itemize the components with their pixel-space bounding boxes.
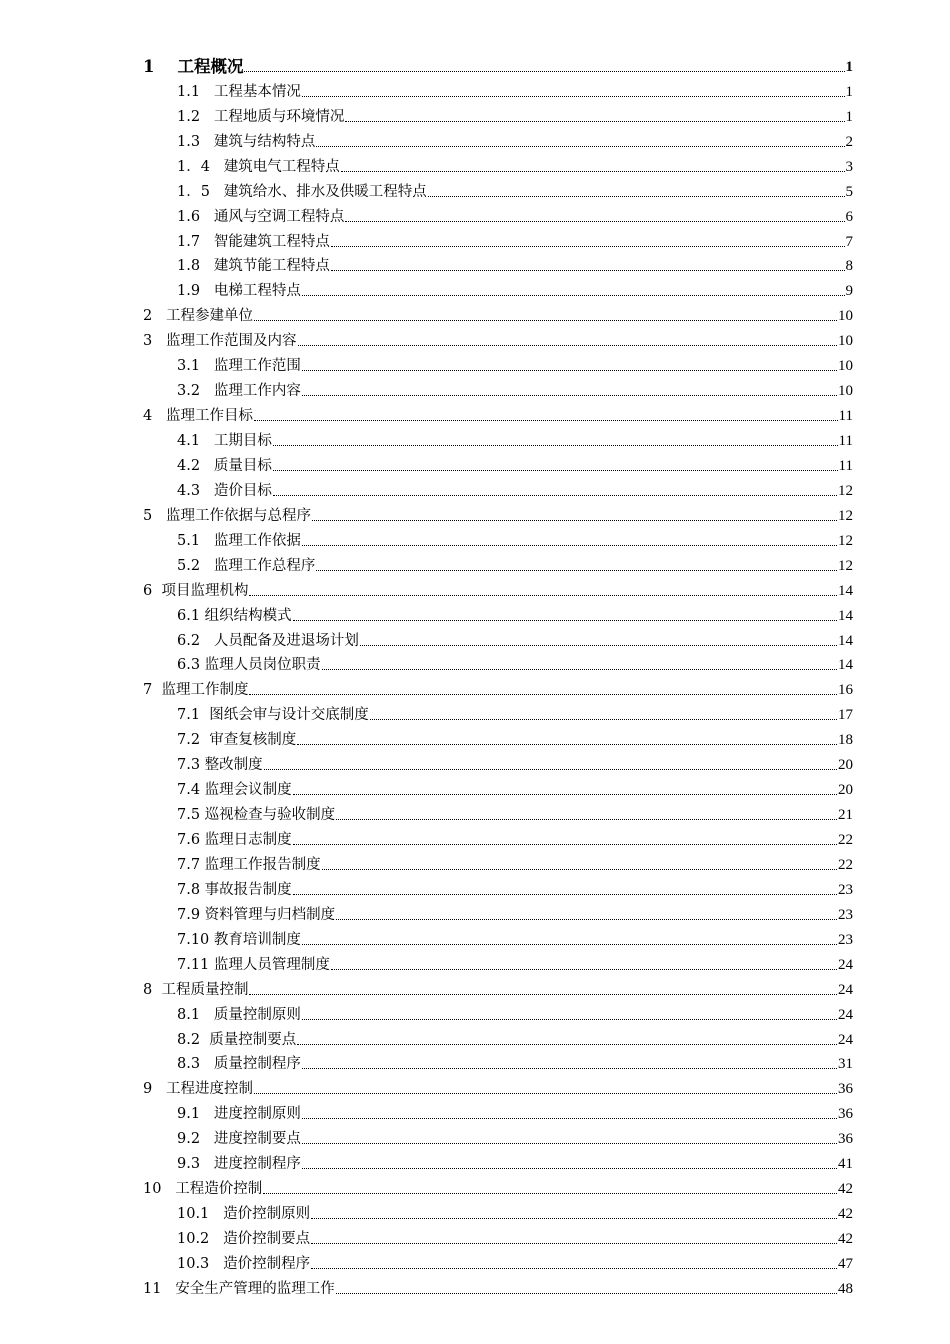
toc-entry-page-number: 47 xyxy=(838,1255,853,1272)
toc-entry-title: 7.1 图纸会审与设计交底制度 xyxy=(177,707,369,724)
toc-entry[interactable] xyxy=(143,400,853,425)
dot-leader xyxy=(336,819,837,820)
toc-entry[interactable] xyxy=(143,974,853,999)
toc-entry-page-number: 23 xyxy=(838,881,853,898)
dot-leader xyxy=(345,221,844,222)
dot-leader xyxy=(316,570,837,571)
toc-entry-page-number: 17 xyxy=(838,707,853,724)
toc-entry-title: 1．4 建筑电气工程特点 xyxy=(177,158,340,175)
toc-entry[interactable] xyxy=(143,924,853,949)
toc-entry-page-number: 10 xyxy=(838,333,853,350)
toc-entry-page-number: 41 xyxy=(838,1156,853,1173)
toc-entry-page-number: 22 xyxy=(838,832,853,848)
toc-entry-page-number: 20 xyxy=(838,757,853,774)
toc-entry-title: 9.2 进度控制要点 xyxy=(177,1131,301,1148)
toc-entry[interactable] xyxy=(143,1173,853,1198)
toc-entry-page-number: 16 xyxy=(838,682,853,699)
dot-leader xyxy=(249,694,837,695)
toc-entry[interactable] xyxy=(143,1024,853,1049)
dot-leader xyxy=(244,71,844,72)
dot-leader xyxy=(316,146,844,147)
toc-entry[interactable] xyxy=(143,849,853,874)
toc-entry-title: 11 安全生产管理的监理工作 xyxy=(143,1280,335,1297)
toc-entry-title: 3.1 监理工作范围 xyxy=(177,358,301,375)
toc-entry-page-number: 36 xyxy=(838,1081,853,1098)
toc-entry-title: 7.6 监理日志制度 xyxy=(177,832,292,848)
toc-entry[interactable] xyxy=(143,874,853,899)
dot-leader xyxy=(311,1268,837,1269)
toc-entry-title: 5.1 监理工作依据 xyxy=(177,532,301,549)
dot-leader xyxy=(322,869,837,870)
toc-entry[interactable] xyxy=(143,1123,853,1148)
toc-entry[interactable] xyxy=(143,450,853,475)
toc-entry-title: 1.3 建筑与结构特点 xyxy=(177,133,316,150)
toc-entry-title: 7.4 监理会议制度 xyxy=(177,782,292,799)
toc-entry-title: 7.9 资料管理与归档制度 xyxy=(177,906,336,923)
toc-entry[interactable] xyxy=(143,699,853,724)
toc-entry[interactable] xyxy=(143,201,853,226)
toc-entry[interactable] xyxy=(143,500,853,525)
toc-entry-title: 4 监理工作目标 xyxy=(143,408,254,425)
toc-entry-page-number: 42 xyxy=(838,1206,853,1223)
dot-leader xyxy=(293,894,837,895)
dot-leader xyxy=(302,96,845,97)
toc-entry-page-number: 7 xyxy=(845,233,853,250)
toc-entry[interactable] xyxy=(143,824,853,849)
toc-entry-page-number: 42 xyxy=(838,1181,853,1198)
toc-entry-page-number: 12 xyxy=(838,532,853,549)
dot-leader xyxy=(254,320,837,321)
toc-entry-page-number: 3 xyxy=(845,158,853,175)
dot-leader xyxy=(302,395,837,396)
toc-entry[interactable] xyxy=(143,101,853,126)
toc-entry-title: 2 工程参建单位 xyxy=(143,308,254,325)
toc-entry[interactable] xyxy=(143,1273,853,1298)
toc-entry-page-number: 42 xyxy=(838,1231,853,1247)
toc-entry-page-number: 24 xyxy=(838,1031,853,1048)
toc-entry[interactable] xyxy=(143,1098,853,1123)
dot-leader xyxy=(302,1143,837,1144)
toc-entry-title: 1．5 建筑给水、排水及供暖工程特点 xyxy=(177,183,427,200)
toc-entry-page-number: 24 xyxy=(838,1006,853,1023)
toc-entry-page-number: 11 xyxy=(838,457,853,474)
toc-entry[interactable] xyxy=(143,151,853,176)
toc-entry[interactable] xyxy=(143,575,853,600)
toc-entry-title: 6.3 监理人员岗位职责 xyxy=(177,657,321,674)
toc-entry-page-number: 1 xyxy=(845,108,853,125)
toc-entry-title: 7.3 整改制度 xyxy=(177,757,263,774)
toc-entry-title: 1 工程概况 xyxy=(143,56,244,76)
toc-entry-title: 8.1 质量控制原则 xyxy=(177,1006,301,1023)
toc-entry-title: 8.2 质量控制要点 xyxy=(177,1031,297,1048)
toc-entry[interactable] xyxy=(143,251,853,276)
dot-leader xyxy=(302,1019,837,1020)
toc-entry-page-number: 31 xyxy=(838,1056,853,1073)
dot-leader xyxy=(302,545,837,546)
toc-entry-title: 1.9 电梯工程特点 xyxy=(177,283,301,300)
toc-entry-title: 1.7 智能建筑工程特点 xyxy=(177,233,330,250)
toc-entry[interactable] xyxy=(143,126,853,151)
toc-entry[interactable] xyxy=(143,51,853,76)
toc-entry-page-number: 10 xyxy=(838,383,853,400)
toc-entry-page-number: 14 xyxy=(838,632,853,649)
toc-entry[interactable] xyxy=(143,674,853,699)
dot-leader xyxy=(293,844,837,845)
toc-entry-page-number: 6 xyxy=(845,208,853,225)
toc-entry-page-number: 10 xyxy=(838,308,853,325)
toc-entry[interactable] xyxy=(143,724,853,749)
dot-leader xyxy=(298,345,837,346)
dot-leader xyxy=(331,969,837,970)
dot-leader xyxy=(331,246,845,247)
toc-entry-title: 4.1 工期目标 xyxy=(177,433,272,449)
toc-entry-page-number: 12 xyxy=(838,507,853,524)
dot-leader xyxy=(336,1293,837,1294)
toc-entry[interactable] xyxy=(143,76,853,101)
toc-entry-title: 6.1 组织结构模式 xyxy=(177,607,292,624)
dot-leader xyxy=(249,595,837,596)
toc-entry-title: 7.8 事故报告制度 xyxy=(177,881,292,898)
toc-entry-title: 1.6 通风与空调工程特点 xyxy=(177,208,345,225)
toc-entry-title: 10.2 造价控制要点 xyxy=(177,1231,311,1247)
toc-entry-page-number: 36 xyxy=(838,1131,853,1148)
toc-entry-page-number: 48 xyxy=(838,1280,853,1297)
toc-entry-title: 7.11 监理人员管理制度 xyxy=(177,956,330,973)
toc-entry-page-number: 20 xyxy=(838,782,853,799)
toc-entry-title: 8.3 质量控制程序 xyxy=(177,1056,301,1073)
toc-entry-title: 7.2 审查复核制度 xyxy=(177,732,297,749)
dot-leader xyxy=(312,520,837,521)
toc-entry[interactable] xyxy=(143,774,853,799)
toc-entry[interactable] xyxy=(143,1223,853,1248)
toc-entry-page-number: 18 xyxy=(838,732,853,749)
table-of-contents xyxy=(143,51,853,1298)
toc-entry-page-number: 12 xyxy=(838,482,853,499)
toc-entry[interactable] xyxy=(143,999,853,1024)
toc-entry-page-number: 8 xyxy=(845,258,853,275)
toc-entry-page-number: 23 xyxy=(838,931,853,948)
toc-entry-title: 7.7 监理工作报告制度 xyxy=(177,856,321,873)
dot-leader xyxy=(293,620,837,621)
dot-leader xyxy=(302,1118,837,1119)
toc-entry[interactable] xyxy=(143,1073,853,1098)
toc-entry-page-number: 2 xyxy=(845,133,853,150)
toc-entry[interactable] xyxy=(143,600,853,625)
dot-leader xyxy=(360,645,837,646)
toc-entry-title: 10.1 造价控制原则 xyxy=(177,1206,311,1223)
toc-entry[interactable] xyxy=(143,550,853,575)
toc-entry[interactable] xyxy=(143,949,853,974)
dot-leader xyxy=(331,270,845,271)
toc-entry[interactable] xyxy=(143,1049,853,1074)
toc-entry-page-number: 23 xyxy=(838,906,853,923)
toc-entry-page-number: 11 xyxy=(838,433,853,449)
dot-leader xyxy=(311,1243,837,1244)
toc-entry-title: 5 监理工作依据与总程序 xyxy=(143,507,312,524)
toc-entry-page-number: 10 xyxy=(838,358,853,375)
toc-entry[interactable] xyxy=(143,525,853,550)
toc-entry-page-number: 5 xyxy=(845,183,853,200)
dot-leader xyxy=(273,495,837,496)
toc-entry-page-number: 11 xyxy=(838,408,853,425)
toc-entry-title: 10.3 造价控制程序 xyxy=(177,1255,311,1272)
toc-entry-title: 9 工程进度控制 xyxy=(143,1081,254,1098)
toc-entry-title: 4.3 造价目标 xyxy=(177,482,272,499)
toc-entry[interactable] xyxy=(143,1148,853,1173)
toc-entry[interactable] xyxy=(143,625,853,650)
toc-entry-title: 6.2 人员配备及进退场计划 xyxy=(177,632,359,649)
toc-entry-title: 9.3 进度控制程序 xyxy=(177,1156,301,1173)
toc-entry[interactable] xyxy=(143,425,853,450)
dot-leader xyxy=(302,370,837,371)
dot-leader xyxy=(254,1093,837,1094)
dot-leader xyxy=(322,669,837,670)
toc-entry-page-number: 14 xyxy=(838,582,853,599)
toc-entry-page-number: 14 xyxy=(838,607,853,624)
dot-leader xyxy=(428,196,845,197)
toc-entry-page-number: 14 xyxy=(838,657,853,674)
toc-entry-page-number: 1 xyxy=(845,83,853,100)
toc-entry-page-number: 22 xyxy=(838,856,853,873)
dot-leader xyxy=(297,1044,837,1045)
dot-leader xyxy=(273,470,838,471)
toc-entry-title: 5.2 监理工作总程序 xyxy=(177,557,316,574)
dot-leader xyxy=(263,1193,837,1194)
dot-leader xyxy=(293,794,837,795)
toc-entry[interactable] xyxy=(143,176,853,201)
toc-entry[interactable] xyxy=(143,350,853,375)
toc-entry-title: 1.8 建筑节能工程特点 xyxy=(177,258,330,275)
dot-leader xyxy=(264,769,837,770)
dot-leader xyxy=(273,445,838,446)
toc-entry-title: 7.5 巡视检查与验收制度 xyxy=(177,807,336,824)
toc-entry[interactable] xyxy=(143,475,853,500)
dot-leader xyxy=(370,719,837,720)
toc-entry-title: 9.1 进度控制原则 xyxy=(177,1106,301,1123)
dot-leader xyxy=(341,171,845,172)
dot-leader xyxy=(336,919,837,920)
toc-entry[interactable] xyxy=(143,799,853,824)
toc-entry[interactable] xyxy=(143,650,853,675)
toc-entry[interactable] xyxy=(143,1248,853,1273)
toc-entry-page-number: 24 xyxy=(838,981,853,998)
toc-entry-page-number: 36 xyxy=(838,1106,853,1123)
dot-leader xyxy=(297,744,837,745)
dot-leader xyxy=(345,121,844,122)
dot-leader xyxy=(249,994,837,995)
dot-leader xyxy=(254,420,837,421)
toc-entry[interactable] xyxy=(143,1198,853,1223)
toc-entry-title: 7.10 教育培训制度 xyxy=(177,931,301,948)
toc-entry[interactable] xyxy=(143,325,853,350)
toc-entry-page-number: 9 xyxy=(845,283,853,300)
dot-leader xyxy=(302,944,837,945)
toc-entry-title: 3 监理工作范围及内容 xyxy=(143,333,297,350)
toc-entry-page-number: 12 xyxy=(838,557,853,574)
toc-entry-title: 8 工程质量控制 xyxy=(143,981,249,998)
toc-entry-page-number: 1 xyxy=(845,58,853,75)
toc-entry-title: 1.2 工程地质与环境情况 xyxy=(177,108,345,125)
dot-leader xyxy=(302,1168,837,1169)
dot-leader xyxy=(302,295,845,296)
toc-entry[interactable] xyxy=(143,375,853,400)
toc-entry-title: 7 监理工作制度 xyxy=(143,682,249,699)
toc-entry[interactable] xyxy=(143,226,853,251)
dot-leader xyxy=(302,1068,837,1069)
toc-entry-title: 10 工程造价控制 xyxy=(143,1181,263,1198)
toc-entry-page-number: 21 xyxy=(838,807,853,824)
toc-entry[interactable] xyxy=(143,899,853,924)
toc-entry-title: 4.2 质量目标 xyxy=(177,457,272,474)
toc-entry[interactable] xyxy=(143,300,853,325)
toc-entry-title: 1.1 工程基本情况 xyxy=(177,83,301,100)
toc-entry[interactable] xyxy=(143,749,853,774)
toc-entry-page-number: 24 xyxy=(838,956,853,973)
toc-entry-title: 3.2 监理工作内容 xyxy=(177,383,301,400)
toc-entry[interactable] xyxy=(143,275,853,300)
dot-leader xyxy=(311,1218,837,1219)
toc-entry-title: 6 项目监理机构 xyxy=(143,582,249,599)
